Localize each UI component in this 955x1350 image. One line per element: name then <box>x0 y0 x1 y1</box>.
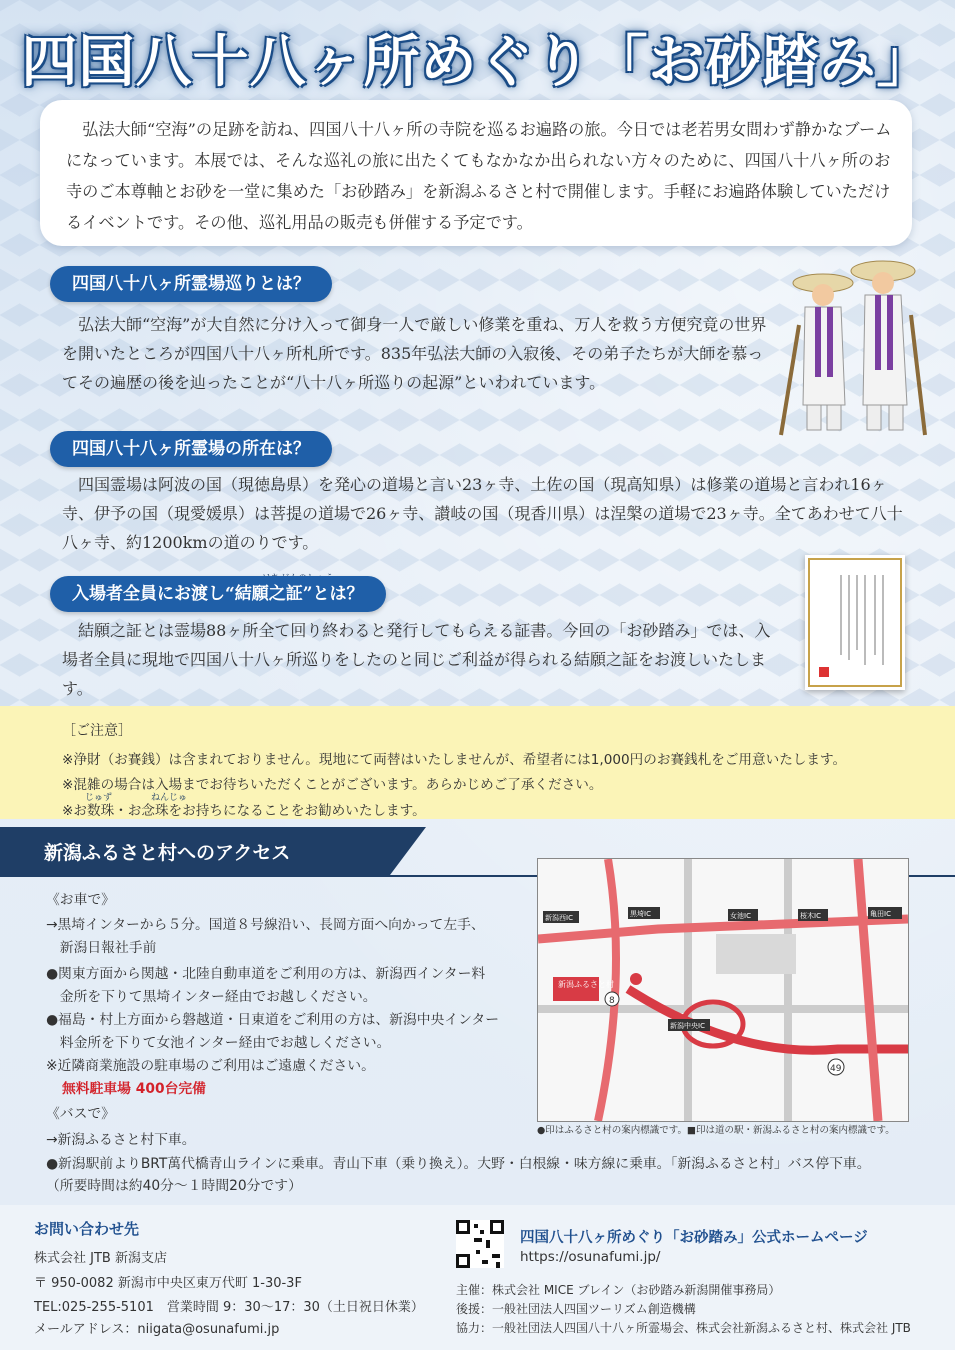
map-label-sakumi: 桜木IC <box>800 912 821 920</box>
notice-line-3: ※お数珠・お念珠をお持ちになることをお勧めいたします。 <box>62 803 426 819</box>
ruby-nenju: ねんじゅ <box>151 793 188 803</box>
qr-code-icon[interactable] <box>456 1220 504 1268</box>
organizer-cooperation: 協力：一般社団法人四国八十八ヶ所霊場会、株式会社新潟ふるさと村、株式会社 JTB <box>456 1321 911 1335</box>
certificate-drawing <box>805 555 905 690</box>
notice-line-2: ※混雑の場合は入場までお待ちいただくことがございます。あらかじめご了承ください。 <box>62 777 603 793</box>
car-line-4: 金所を下りて黒埼インター経由でお越しください。 <box>46 989 377 1005</box>
parking-note: 無料駐車場 400台完備 <box>62 1081 206 1097</box>
intro-text: 弘法大師“空海”の足跡を訪ね、四国八十八ヶ所の寺院を巡るお遍路の旅。今日では老若男女問わず静かなブームになっています。本展では、そんな巡礼の旅に出たくてもなかなか出られない方々のために、四国八十八ヶ所のお寺のご本尊軸とお砂を一堂に集めた「お砂踏み」を新潟ふるさと村で開催します。手軽にお遍路体験していただけるイベントです。その他、巡礼用品の販売も併催する予定です。 <box>66 120 892 232</box>
contact-mail[interactable]: メールアドレス：niigata@osunafumi.jp <box>34 1322 280 1337</box>
bus-heading: 《バスで》 <box>46 1106 115 1122</box>
notice-box <box>0 706 955 819</box>
contact-heading: お問い合わせ先 <box>34 1220 140 1238</box>
car-line-2: 新潟日報社手前 <box>46 940 157 956</box>
map-label-kameda: 亀田IC <box>870 910 891 918</box>
intro-box <box>40 100 912 246</box>
contact-tel: TEL:025-255-5101 営業時間 9：30～17：30（土日祝日休業） <box>34 1300 424 1315</box>
qr-code-drawing <box>456 1220 504 1268</box>
map-route-8: 8 <box>609 996 615 1006</box>
section-body-certificate: 結願之証とは霊場88ヶ所全て回り終わると発行してもらえる証書。今回の「お砂踏み」では、入場者全員に現地で四国八十八ヶ所巡りをしたのと同じご利益が得られる結願之証をお渡しいたします。 <box>62 621 771 698</box>
access-map <box>537 858 909 1122</box>
car-line-6: 料金所を下りて女池インター経由でお越しください。 <box>46 1035 391 1051</box>
page-title: 四国八十八ヶ所めぐり「お砂踏み」 <box>21 29 934 95</box>
organizer-support: 後援：一般社団法人四国ツーリズム創造機構 <box>456 1302 696 1316</box>
contact-address: 〒 950-0082 新潟市中央区東万代町 1-30-3F <box>34 1276 302 1291</box>
access-title: 新潟ふるさと村へのアクセス <box>44 842 291 864</box>
homepage-title: 四国八十八ヶ所めぐり「お砂踏み」公式ホームページ <box>520 1230 868 1246</box>
section-heading-certificate: 入場者全員にお渡し“結願之証”とは？ <box>50 576 386 612</box>
map-label-nishi: 新潟西IC <box>545 914 573 922</box>
section-heading-about: 四国八十八ヶ所霊場巡りとは？ <box>50 266 332 302</box>
car-heading: 《お車で》 <box>46 892 115 908</box>
map-label-kurosaki: 黒埼IC <box>630 910 651 918</box>
map-caption: ●印はふるさと村の案内標識です。■印は道の駅・新潟ふるさと村の案内標識です。 <box>537 1125 895 1136</box>
car-line-7: ※近隣商業施設の駐車場のご利用はご遠慮ください。 <box>46 1058 375 1074</box>
certificate-image <box>805 555 905 690</box>
bus-line-2: ●新潟駅前よりBRT萬代橋青山ラインに乗車。青山下車（乗り換え）。大野・白根線・味方線に乗車。「新潟ふるさと村」バス停下車。 <box>46 1156 871 1172</box>
section-body-location: 四国霊場は阿波の国（現徳島県）を発心の道場と言い23ヶ寺、土佐の国（現高知県）は修業の道場と言われ16ヶ寺、伊予の国（現愛媛県）は菩提の道場で26ヶ寺、讃岐の国（現香川県）は涅槃の道場で23ヶ寺。全てあわせて八十八ヶ寺、約1200kmの道のりです。 <box>62 475 903 552</box>
map-label-chuo: 新潟中央IC <box>670 1022 705 1030</box>
section-body-about: 弘法大師“空海”が大自然に分け入って御身一人で厳しい修業を重ね、万人を救う方便究竟の世界を開いたところが四国八十八ヶ所札所です。835年弘法大師の入寂後、その弟子たちが大師を慕ってその遍歴の後を辿ったことが“八十八ヶ所巡りの起源”といわれています。 <box>62 315 767 392</box>
car-line-3: ●関東方面から関越・北陸自動車道をご利用の方は、新潟西インター料 <box>46 966 486 982</box>
map-drawing <box>538 859 908 1121</box>
homepage-url[interactable]: https://osunafumi.jp/ <box>520 1249 661 1265</box>
ruby-juzu: じゅず <box>85 793 113 803</box>
notice-line-1: ※浄財（お賽銭）は含まれておりません。現地にて両替はいたしませんが、希望者には1,000円のお賽銭札をご用意いたします。 <box>62 752 847 768</box>
car-line-5: ●福島・村上方面から磐越道・日東道をご利用の方は、新潟中央インター <box>46 1012 499 1028</box>
map-route-49: 49 <box>830 1064 842 1074</box>
pilgrims-illustration <box>775 255 935 445</box>
bus-line-3: （所要時間は約40分～１時間20分です） <box>46 1178 302 1194</box>
map-label-furusato: 新潟ふるさと村 <box>558 980 614 989</box>
car-line-1: →黒埼インターから５分。国道８号線沿い、長岡方面へ向かって左手、 <box>46 917 485 933</box>
organizer-host: 主催：株式会社 MICE ブレイン（お砂踏み新潟開催事務局） <box>456 1283 781 1297</box>
bus-line-1: →新潟ふるさと村下車。 <box>46 1132 196 1148</box>
section-heading-location: 四国八十八ヶ所霊場の所在は？ <box>50 431 332 467</box>
notice-heading: ［ご注意］ <box>62 723 132 739</box>
contact-company: 株式会社 JTB 新潟支店 <box>34 1251 167 1266</box>
map-label-meike: 女池IC <box>730 912 751 920</box>
